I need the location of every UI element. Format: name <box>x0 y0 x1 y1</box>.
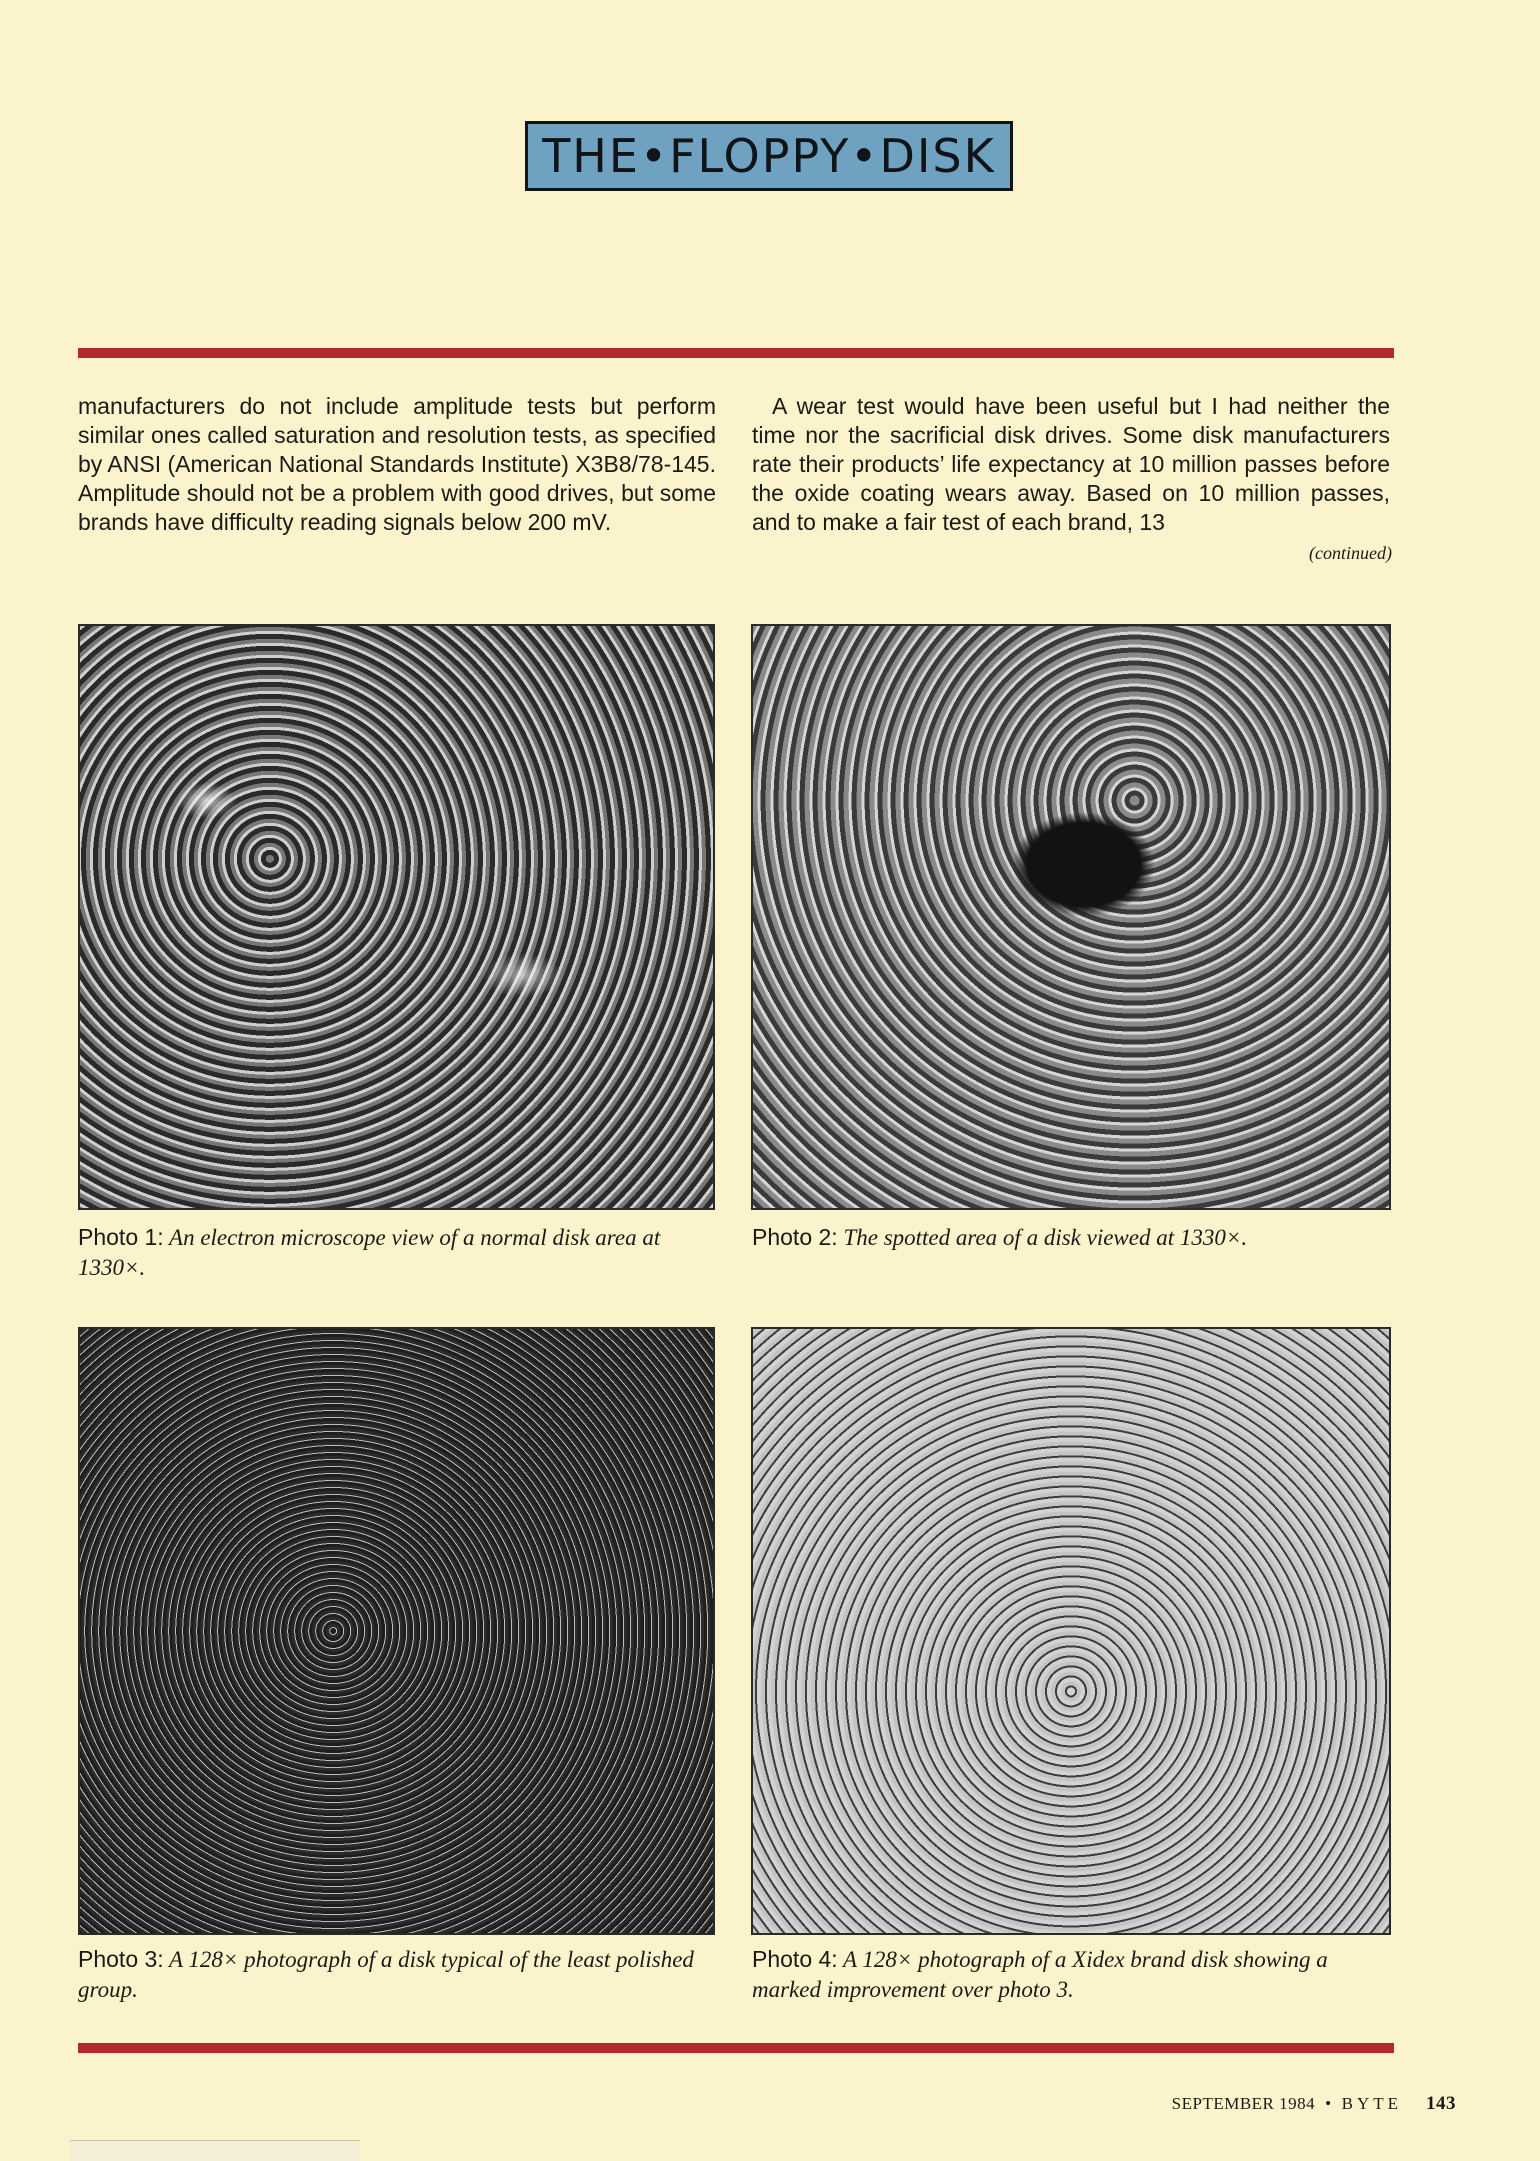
top-divider-rule <box>78 348 1394 358</box>
photo-4-caption <box>752 1944 1392 2005</box>
continued-note: (continued) <box>1309 543 1392 563</box>
photo-3-least-polished <box>78 1327 715 1935</box>
photo-3-caption <box>78 1944 718 2005</box>
photo-1-microscope-normal <box>78 624 715 1210</box>
footer-separator: • <box>1325 2094 1332 2113</box>
section-title: THE•FLOPPY•DISK <box>542 129 996 183</box>
body-text-left-column: manufacturers do not include amplitude tests but perform similar ones called saturation and resolution tests, as specified by ANSI (American National Standards Institute) X3B8/78-145. Amplitude should not be a problem with good drives, but some brands have difficulty reading signals below 200 mV. <box>78 393 716 535</box>
photo-4-caption-text: A 128× photograph of a Xidex brand disk showing a marked improvement over photo 3. <box>752 1947 1328 2002</box>
photo-2-caption <box>752 1222 1352 1253</box>
page-number: 143 <box>1426 2093 1456 2114</box>
photo-4-xidex-disk <box>751 1327 1391 1935</box>
section-header <box>525 121 1013 191</box>
photo-4-label: Photo 4: <box>752 1946 838 1972</box>
photo-2-label: Photo 2: <box>752 1224 838 1250</box>
footer-magazine: BYTE <box>1341 2094 1402 2113</box>
paper-tab-edge <box>70 2140 360 2161</box>
photo-3-caption-text: A 128× photograph of a disk typical of the least polished group. <box>78 1947 694 2002</box>
photo-2-microscope-spotted <box>751 624 1391 1210</box>
photo-2-caption-text: The spotted area of a disk viewed at 1330×. <box>843 1225 1248 1250</box>
page-footer <box>1172 2093 1456 2115</box>
photo-3-label: Photo 3: <box>78 1946 164 1972</box>
photo-1-caption <box>78 1222 678 1283</box>
bottom-divider-rule <box>78 2043 1394 2053</box>
footer-date: SEPTEMBER 1984 <box>1171 2094 1316 2113</box>
photo-1-label: Photo 1: <box>78 1224 164 1250</box>
photo-1-caption-text: An electron microscope view of a normal disk area at 1330×. <box>78 1225 661 1280</box>
body-text-right-column: A wear test would have been useful but I had neither the time nor the sacrificial disk drives. Some disk manufacturers rate their products’ life expectancy at 10 million passes before the oxide coating wears away. Based on 10 million passes, and to make a fair test of each brand, 13 <box>752 393 1390 535</box>
